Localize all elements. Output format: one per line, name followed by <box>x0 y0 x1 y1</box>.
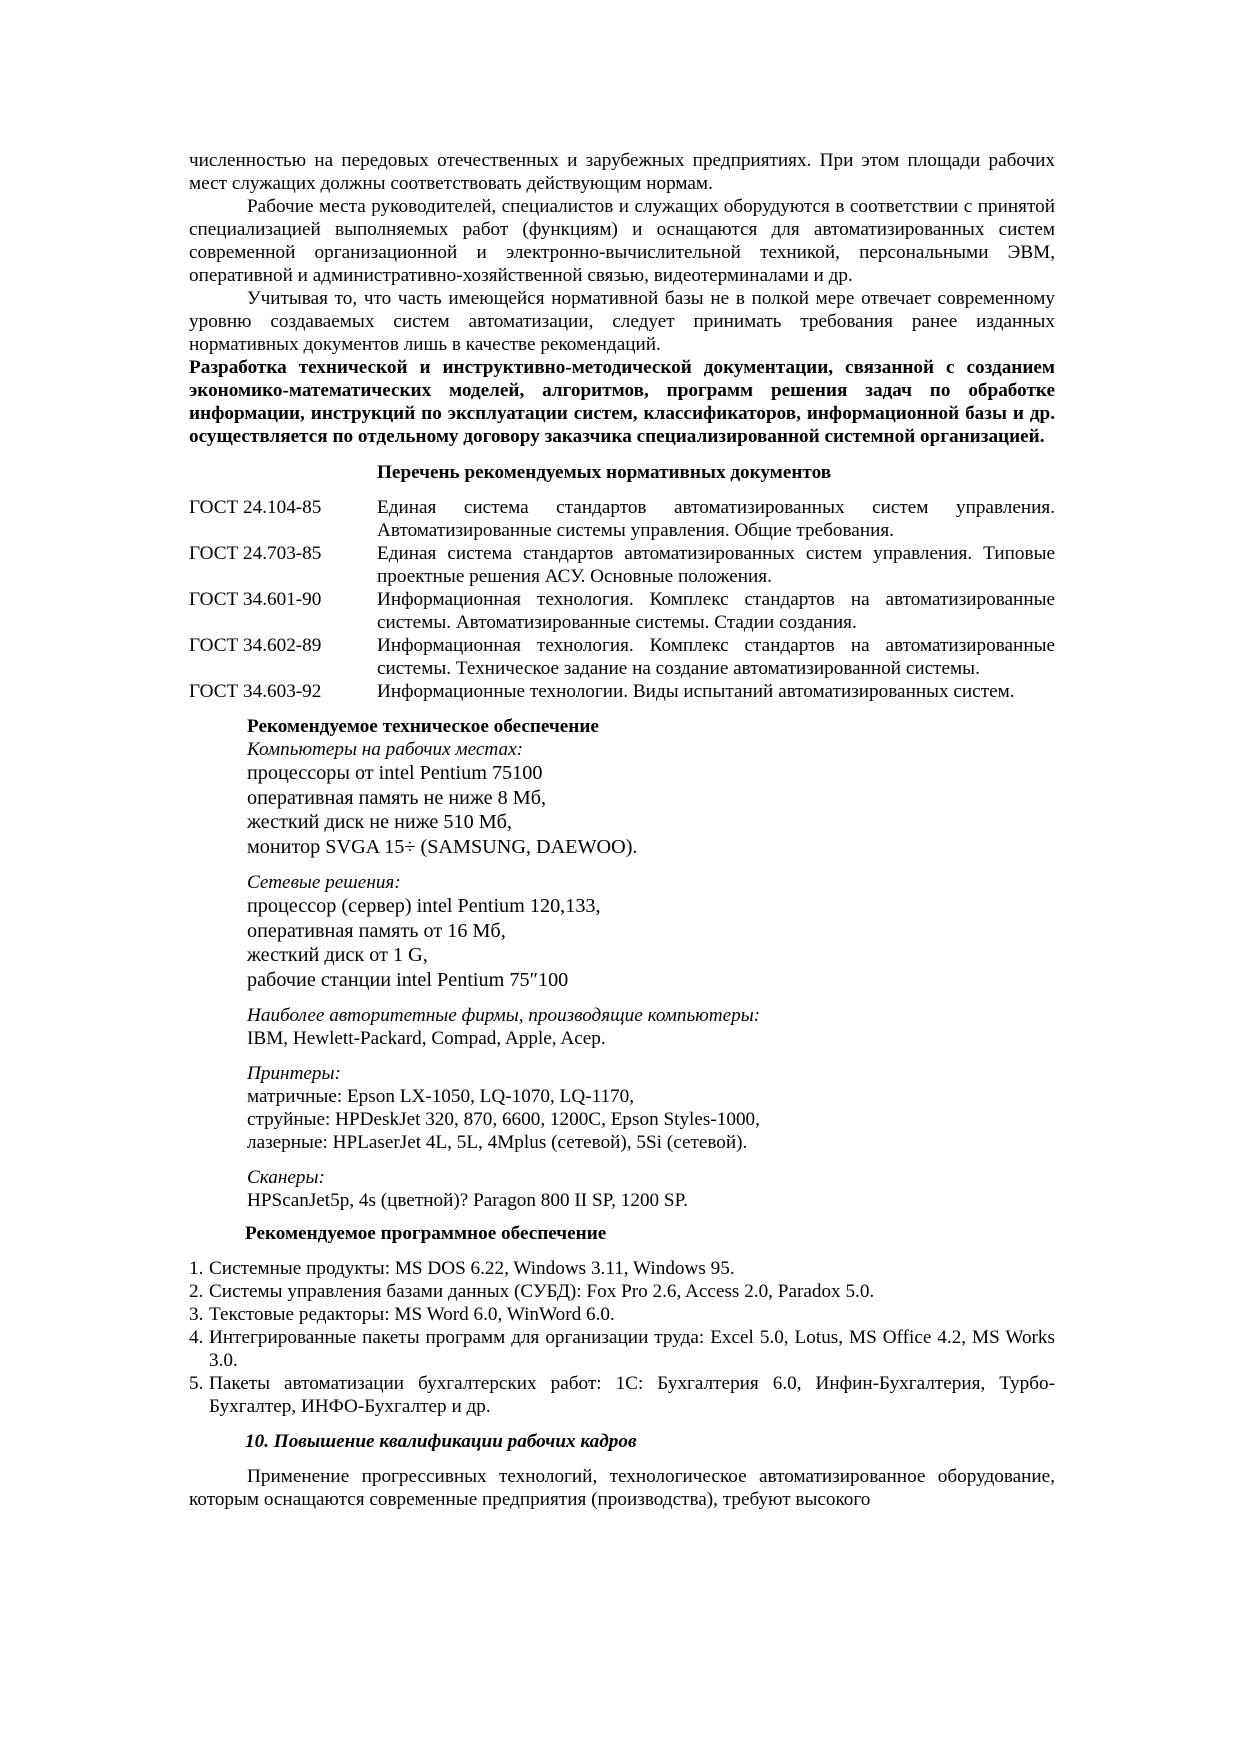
vendors-line: IBM, Hewlett-Packard, Compad, Apple, Acep. <box>247 1028 606 1049</box>
doc-text: Единая система стандартов автоматизированных систем управления. Автоматизированные системы управления. Общие требования. <box>377 497 1055 541</box>
network-line: жесткий диск от 1 G, <box>247 944 428 966</box>
doc-item <box>189 634 1055 680</box>
software-heading: Рекомендуемое программное обеспечение <box>245 1223 607 1244</box>
document-page <box>189 149 1055 1511</box>
doc-code: ГОСТ 34.601-90 <box>189 589 322 610</box>
hardware-heading: Рекомендуемое техническое обеспечение <box>247 716 599 737</box>
hardware-section <box>189 715 1055 1212</box>
doc-code: ГОСТ 34.603-92 <box>189 681 322 702</box>
network-label: Сетевые решения: <box>247 872 401 893</box>
paragraph-intro-1: численностью на передовых отечественных и зарубежных предприятиях. При этом площади рабочих мест служащих должны соответствовать действующим нормам. <box>189 150 1055 194</box>
software-item-text: Пакеты автоматизации бухгалтерских работ: 1С: Бухгалтерия 6.0, Инфин-Бухгалтерия, Турбо-Бухгалтер, ИНФО-Бухгалтер и др. <box>209 1373 1055 1417</box>
software-item-text: Системные продукты: MS DOS 6.22, Windows 3.11, Windows 95. <box>209 1258 735 1279</box>
software-item <box>189 1257 1055 1280</box>
software-item-number: 4. <box>189 1327 204 1348</box>
doc-code: ГОСТ 34.602-89 <box>189 635 322 656</box>
scanners-label: Сканеры: <box>247 1167 325 1188</box>
printer-line: струйные: HPDeskJet 320, 870, 6600, 1200C, Epson Styles-1000, <box>247 1109 760 1130</box>
doc-code: ГОСТ 24.104-85 <box>189 497 322 518</box>
workstation-line: оперативная память не ниже 8 Мб, <box>247 786 547 809</box>
printers-label: Принтеры: <box>247 1063 341 1084</box>
section-10-paragraph: Применение прогрессивных технологий, технологическое автоматизированное оборудование, которым оснащаются современные предприятия (производства), требуют высокого <box>189 1466 1055 1510</box>
network-line: процессор (сервер) intel Pentium 120,133, <box>247 895 601 917</box>
software-item <box>189 1326 1055 1372</box>
software-item-number: 5. <box>189 1373 204 1394</box>
network-line: оперативная память от 16 Мб, <box>247 919 506 942</box>
software-item-number: 1. <box>189 1258 204 1279</box>
workstation-line: монитор SVGA 15÷ (SAMSUNG, DAEWOO). <box>247 835 638 858</box>
paragraph-intro-bold: Разработка технической и инструктивно-методической документации, связанной с созданием экономико-математических моделей, алгоритмов, программ решения задач по обработке информации, инструкций по эксплуатации систем, классификаторов, информационной базы и др. осуществляется по отдельному договору заказчика специализированной системной организацией. <box>189 357 1055 447</box>
software-item-text: Системы управления базами данных (СУБД): Fox Pro 2.6, Access 2.0, Paradox 5.0. <box>209 1281 875 1302</box>
software-list <box>189 1257 1055 1418</box>
doc-text: Информационная технология. Комплекс стандартов на автоматизированные системы. Техническое задание на создание автоматизированной системы. <box>377 635 1055 679</box>
paragraph-intro-3: Учитывая то, что часть имеющейся нормативной базы не в полкой мере отвечает современному уровню создаваемых систем автоматизации, следует принимать требования ранее изданных нормативных документов лишь в качестве рекомендаций. <box>189 288 1055 355</box>
doc-item <box>189 680 1055 703</box>
section-10-heading: 10. Повышение квалификации рабочих кадров <box>245 1431 637 1452</box>
scanners-line: HPScanJet5p, 4s (цветной)? Paragon 800 II SP, 1200 SP. <box>247 1190 688 1211</box>
doc-text: Единая система стандартов автоматизированных систем управления. Типовые проектные решения АСУ. Основные положения. <box>377 543 1055 587</box>
software-item-text: Текстовые редакторы: MS Word 6.0, WinWord 6.0. <box>209 1304 615 1325</box>
software-item <box>189 1372 1055 1418</box>
paragraph-intro-2: Рабочие места руководителей, специалистов и служащих оборудуются в соответствии с принятой специализацией выполняемых работ (функциям) и оснащаются для автоматизированных систем современной организационной и электронно-вычислительной техникой, персональными ЭВМ, оперативной и административно-хозяйственной связью, видеотерминалами и др. <box>189 196 1055 286</box>
doc-text: Информационные технологии. Виды испытаний автоматизированных систем. <box>377 681 1015 702</box>
vendors-label: Наиболее авторитетные фирмы, производящие компьютеры: <box>247 1005 761 1026</box>
doc-item <box>189 542 1055 588</box>
doc-code: ГОСТ 24.703-85 <box>189 543 322 564</box>
docs-heading: Перечень рекомендуемых нормативных документов <box>377 462 832 483</box>
software-item <box>189 1303 1055 1326</box>
software-item-number: 2. <box>189 1281 204 1302</box>
workstations-label: Компьютеры на рабочих местах: <box>247 739 523 760</box>
doc-item <box>189 588 1055 634</box>
printer-line: матричные: Epson LX-1050, LQ-1070, LQ-1170, <box>247 1086 635 1107</box>
workstation-line: процессоры от intel Pentium 75100 <box>247 762 543 784</box>
docs-list <box>189 496 1055 703</box>
doc-item <box>189 496 1055 542</box>
network-line: рабочие станции intel Pentium 75″100 <box>247 968 569 991</box>
doc-text: Информационная технология. Комплекс стандартов на автоматизированные системы. Автоматизированные системы. Стадии создания. <box>377 589 1055 633</box>
software-item-number: 3. <box>189 1304 204 1325</box>
workstation-line: жесткий диск не ниже 510 Мб, <box>247 811 512 833</box>
software-item <box>189 1280 1055 1303</box>
printer-line: лазерные: HPLaserJet 4L, 5L, 4Mplus (сетевой), 5Si (сетевой). <box>247 1132 748 1153</box>
software-item-text: Интегрированные пакеты программ для организации труда: Excel 5.0, Lotus, MS Office 4.2, MS Works 3.0. <box>209 1327 1055 1371</box>
